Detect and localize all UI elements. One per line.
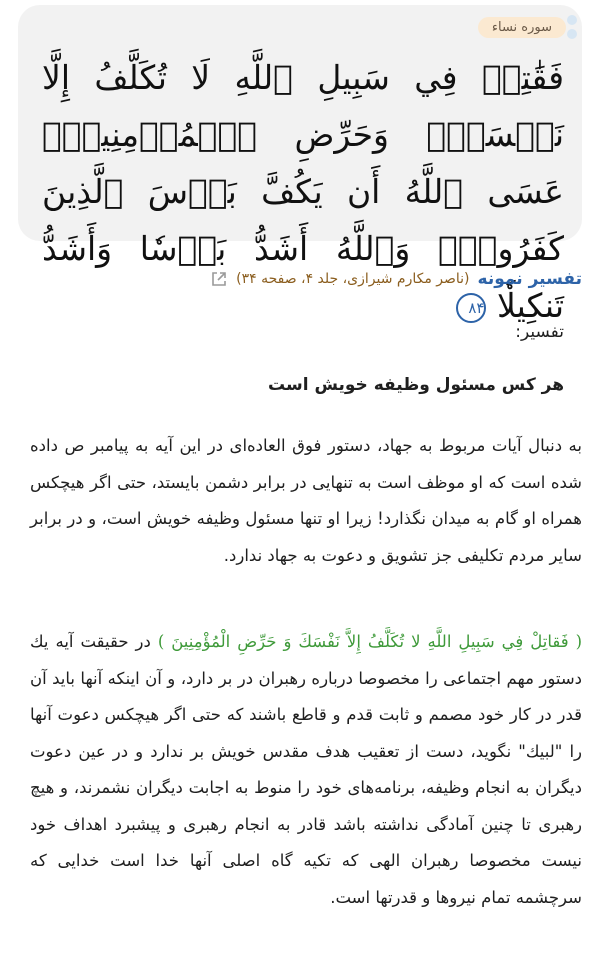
quoted-verse: ( فَقاتِلْ فِي سَبِيلِ اللَّهِ لا تُكَلَّفُ إِلاَّ نَفْسَكَ وَ حَرِّضِ الْمُؤْمِنِينَ ) <box>157 632 583 651</box>
tafsir-title-link[interactable]: تفسیر نمونه <box>477 269 582 289</box>
verse-text: فَقَٰتِلۡ فِي سَبِيلِ ٱللَّهِ لَا تُكَلَّفُ إِلَّا نَفۡسَكَۚ وَحَرِّضِ ٱلۡمُؤۡمِنِينَۖ عَسَى ٱللَّهُ أَن يَكُفَّ بَأۡسَ ٱلَّذِينَ كَفَرُواْۚ وَٱللَّهُ أَشَدُّ بَأۡسٗا وَأَشَدُّ تَنكِيلٗا <box>42 58 564 325</box>
surah-badge: سوره نساء <box>478 17 566 38</box>
tafsir-author: (ناصر مکارم شیرازی، جلد ۴، صفحه ۳۴) <box>236 271 470 287</box>
paragraph-1: به دنبال آیات مربوط به جهاد، دستور فوق العاده‌ای در این آیه به پیامبر ص داده شده است که او موظف است به تنهایی در برابر دشمن بایستد، حتی اگر هیچکس همراه او گام به میدان نگذارد! زیرا او تنها مسئول وظیفه خویش است، و در برابر سایر مردم تکلیفی جز تشویق و دعوت به جهاد ندارد. <box>30 436 582 565</box>
tafsir-source <box>200 264 582 294</box>
external-link-icon[interactable] <box>210 270 228 288</box>
section-heading: هر کس مسئول وظیفه خویش است <box>268 375 564 395</box>
paragraph-2-text: در حقیقت آیه یك دستور مهم اجتماعی را مخصوصا درباره رهبران در بر دارد، و آن اینکه آنها باید آن قدر در کار خود مصمم و ثابت قدم و قاطع باشند که حتی اگر هیچکس دعوت آنها را "لبیك" نگوید، دست از تعقیب هدف مقدس خویش بر ندارد و در عین دعوت دیگران به انجام وظیفه، برنامه‌های خود را منوط به اجابت دیگران نشمرند، و هیچ رهبری تا چنین آمادگی نداشته باشد قادر به انجام رهبری و پیشبرد اهداف خود نیست مخصوصا رهبران الهی که تکیه گاه اصلی آنها خدا است خدایی که سرچشمه تمام نیروها و قدرتها است. <box>30 632 582 907</box>
ayah-number-badge: ۸۴ <box>456 293 486 323</box>
options-dots-icon[interactable] <box>566 15 578 39</box>
paragraph-2 <box>30 624 582 916</box>
tafsir-label: تفسیر: <box>515 322 564 342</box>
